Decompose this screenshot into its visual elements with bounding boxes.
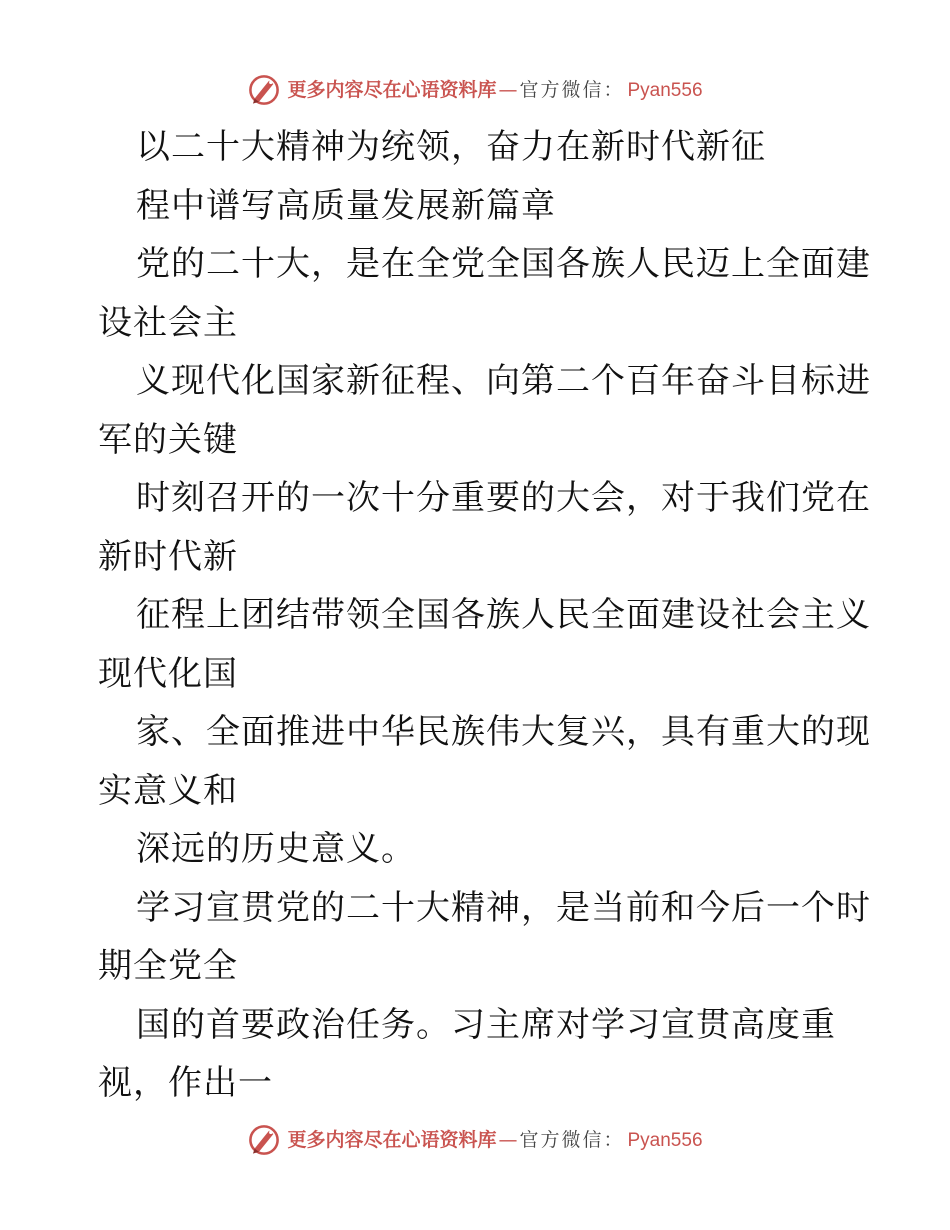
banner-wechat-id: Pyan556 <box>627 79 703 101</box>
title-line-1: 以二十大精神为统领，奋力在新时代新征 <box>136 127 766 167</box>
banner-separator: — <box>498 1128 518 1151</box>
banner-wechat-id: Pyan556 <box>627 1129 703 1151</box>
paragraph-line: 义现代化国家新征程、向第二个百年奋斗目标进 <box>136 361 871 401</box>
paragraph-line: 现代化国 <box>98 653 238 694</box>
pen-logo-icon <box>247 73 281 107</box>
header-watermark-banner <box>0 70 950 110</box>
paragraph-line: 深远的历史意义。 <box>136 829 416 869</box>
banner-wechat-label: 官方微信： <box>519 78 625 101</box>
paragraph-line: 新时代新 <box>98 536 238 577</box>
paragraph-line: 学习宣贯党的二十大精神，是当前和今后一个时 <box>136 887 871 928</box>
paragraph-line: 军的关键 <box>98 419 238 460</box>
paragraph-line: 视，作出一 <box>98 1063 273 1103</box>
paragraph-line: 期全党全 <box>98 946 238 986</box>
paragraph-line: 家、全面推进中华民族伟大复兴，具有重大的现 <box>136 712 871 752</box>
paragraph-line: 设社会主 <box>98 302 238 343</box>
title-line-2: 程中谱写高质量发展新篇章 <box>136 185 556 226</box>
banner-main-text: 更多内容尽在心语资料库 <box>287 78 497 101</box>
paragraph-line: 时刻召开的一次十分重要的大会，对于我们党在 <box>136 478 871 518</box>
paragraph-line: 实意义和 <box>98 770 238 811</box>
paragraph-line: 党的二十大，是在全党全国各族人民迈上全面建 <box>136 244 871 284</box>
document-body <box>98 118 871 1113</box>
paragraph-line: 国的首要政治任务。习主席对学习宣贯高度重 <box>136 1004 836 1045</box>
pen-logo-icon <box>247 1123 281 1157</box>
footer-watermark-banner <box>0 1120 950 1160</box>
banner-separator: — <box>498 78 518 101</box>
banner-wechat-label: 官方微信： <box>519 1128 625 1151</box>
banner-main-text: 更多内容尽在心语资料库 <box>287 1128 497 1151</box>
paragraph-line: 征程上团结带领全国各族人民全面建设社会主义 <box>136 595 871 635</box>
